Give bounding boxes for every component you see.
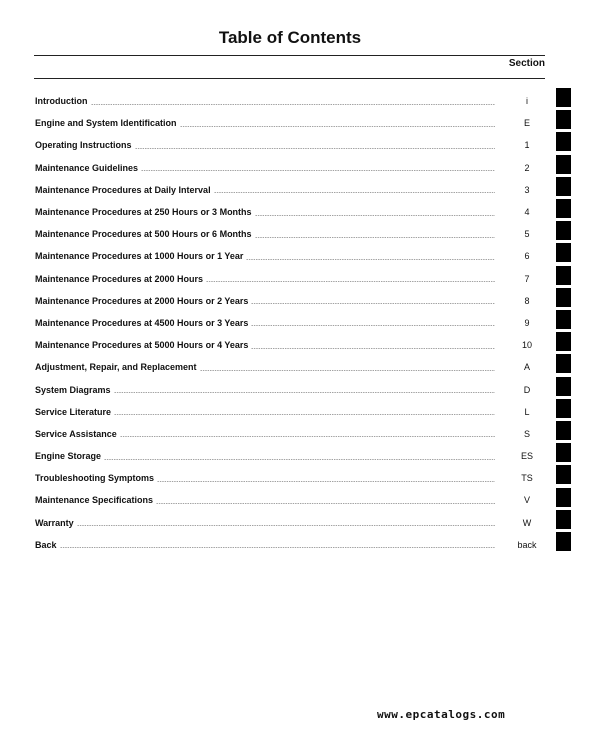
toc-entry-title[interactable]: Engine Storage	[35, 451, 102, 462]
toc-entry-title[interactable]: System Diagrams	[35, 384, 111, 395]
section-tab-marker[interactable]	[556, 443, 571, 462]
toc-entry-title[interactable]: Maintenance Guidelines	[35, 162, 139, 173]
dot-leader	[246, 259, 495, 260]
dot-leader	[255, 237, 495, 238]
toc-entry-section[interactable]: A	[523, 362, 530, 373]
watermark-url: www.epcatalogs.com	[377, 708, 506, 721]
toc-row[interactable]	[35, 334, 545, 356]
section-tab-marker[interactable]	[556, 399, 571, 418]
section-tab-marker[interactable]	[556, 465, 571, 484]
toc-row[interactable]	[35, 378, 545, 400]
toc-entry-section[interactable]: 9	[524, 317, 530, 328]
toc-entry-title[interactable]: Service Literature	[35, 406, 112, 417]
top-rule	[34, 55, 545, 56]
toc-row[interactable]	[35, 201, 545, 223]
toc-entry-section[interactable]: 4	[524, 207, 530, 218]
toc-entry-section[interactable]: ES	[520, 451, 533, 462]
toc-row[interactable]	[35, 245, 545, 267]
section-tab-marker[interactable]	[556, 332, 571, 351]
toc-entry-title[interactable]: Maintenance Procedures at 4500 Hours or 3 Years	[35, 317, 249, 328]
toc-row[interactable]	[35, 223, 545, 245]
dot-leader	[251, 348, 495, 349]
toc-entry-section[interactable]: TS	[521, 473, 533, 484]
dot-leader	[200, 370, 495, 371]
toc-entry-title[interactable]: Operating Instructions	[35, 140, 132, 151]
section-tab-marker[interactable]	[556, 288, 571, 307]
section-tab-marker[interactable]	[556, 310, 571, 329]
toc-entry-section[interactable]: back	[517, 539, 537, 550]
section-tab-marker[interactable]	[556, 488, 571, 507]
toc-entry-title[interactable]: Engine and System Identification	[35, 118, 177, 129]
toc-entry-section[interactable]: 10	[521, 340, 532, 351]
toc-row[interactable]	[35, 157, 545, 179]
toc-row[interactable]	[35, 401, 545, 423]
toc-entry-title[interactable]: Maintenance Procedures at 500 Hours or 6 Months	[35, 229, 252, 240]
toc-entry-title[interactable]: Warranty	[35, 517, 74, 528]
toc-entry-section[interactable]: i	[526, 96, 528, 107]
section-tab-marker[interactable]	[556, 177, 571, 196]
toc-entry-title[interactable]: Back	[35, 539, 57, 550]
dot-leader	[60, 547, 495, 548]
toc-row[interactable]	[35, 489, 545, 511]
section-tab-marker[interactable]	[556, 510, 571, 529]
dot-leader	[91, 104, 496, 105]
toc-entry-title[interactable]: Maintenance Specifications	[35, 495, 154, 506]
toc-entry-section[interactable]: D	[523, 384, 531, 395]
toc-entry-section[interactable]: S	[523, 428, 530, 439]
dot-leader	[251, 325, 495, 326]
toc-entry-title[interactable]: Maintenance Procedures at 250 Hours or 3 Months	[35, 207, 252, 218]
toc-entry-title[interactable]: Troubleshooting Symptoms	[35, 473, 155, 484]
dot-leader	[120, 436, 495, 437]
toc-row[interactable]	[35, 179, 545, 201]
toc-entry-section[interactable]: 7	[524, 273, 530, 284]
toc-entry-title[interactable]: Introduction	[35, 96, 88, 107]
toc-entry-section[interactable]: 5	[524, 229, 530, 240]
section-tab-marker[interactable]	[556, 532, 571, 551]
section-tab-marker[interactable]	[556, 243, 571, 262]
toc-entry-section[interactable]: W	[522, 517, 532, 528]
dot-leader	[157, 481, 495, 482]
section-tab-marker[interactable]	[556, 110, 571, 129]
toc-list	[35, 90, 545, 556]
section-tab-marker[interactable]	[556, 221, 571, 240]
section-tab-marker[interactable]	[556, 421, 571, 440]
dot-leader	[135, 148, 495, 149]
toc-entry-title[interactable]: Maintenance Procedures at 1000 Hours or 1 Year	[35, 251, 244, 262]
section-tab-marker[interactable]	[556, 88, 571, 107]
toc-entry-title[interactable]: Maintenance Procedures at 2000 Hours or 2 Years	[35, 295, 249, 306]
toc-row[interactable]	[35, 512, 545, 534]
toc-entry-title[interactable]: Service Assistance	[35, 428, 117, 439]
page-title: Table of Contents	[218, 28, 362, 47]
toc-entry-title[interactable]: Maintenance Procedures at Daily Interval	[35, 184, 211, 195]
toc-row[interactable]	[35, 268, 545, 290]
dot-leader	[77, 525, 495, 526]
header-rule	[34, 78, 545, 79]
dot-leader	[156, 503, 495, 504]
dot-leader	[104, 459, 495, 460]
section-tab-marker[interactable]	[556, 199, 571, 218]
toc-entry-section[interactable]: 2	[524, 162, 530, 173]
toc-entry-title[interactable]: Adjustment, Repair, and Replacement	[35, 362, 197, 373]
toc-entry-section[interactable]: 3	[524, 184, 530, 195]
toc-row[interactable]	[35, 134, 545, 156]
section-tab-marker[interactable]	[556, 377, 571, 396]
toc-row[interactable]	[35, 312, 545, 334]
dot-leader	[206, 281, 495, 282]
section-tab-marker[interactable]	[556, 132, 571, 151]
section-column-header: Section	[508, 58, 545, 69]
dot-leader	[114, 392, 495, 393]
toc-entry-section[interactable]: 8	[524, 295, 530, 306]
toc-row[interactable]	[35, 356, 545, 378]
dot-leader	[214, 192, 495, 193]
section-tab-marker[interactable]	[556, 155, 571, 174]
section-tab-marker[interactable]	[556, 354, 571, 373]
toc-row[interactable]	[35, 290, 545, 312]
toc-entry-title[interactable]: Maintenance Procedures at 2000 Hours	[35, 273, 204, 284]
toc-entry-section[interactable]: L	[524, 406, 530, 417]
toc-row[interactable]	[35, 467, 545, 489]
toc-row[interactable]	[35, 423, 545, 445]
dot-leader	[114, 414, 495, 415]
toc-entry-section[interactable]: 1	[524, 140, 530, 151]
toc-entry-title[interactable]: Maintenance Procedures at 5000 Hours or 4 Years	[35, 340, 249, 351]
toc-entry-section[interactable]: E	[523, 118, 530, 129]
dot-leader	[255, 215, 495, 216]
toc-row[interactable]	[35, 112, 545, 134]
toc-row[interactable]	[35, 90, 545, 112]
toc-row[interactable]	[35, 445, 545, 467]
section-tab-marker[interactable]	[556, 266, 571, 285]
dot-leader	[251, 303, 495, 304]
toc-entry-section[interactable]: V	[523, 495, 530, 506]
toc-row[interactable]	[35, 534, 545, 556]
dot-leader	[141, 170, 495, 171]
dot-leader	[180, 126, 495, 127]
toc-entry-section[interactable]: 6	[524, 251, 530, 262]
